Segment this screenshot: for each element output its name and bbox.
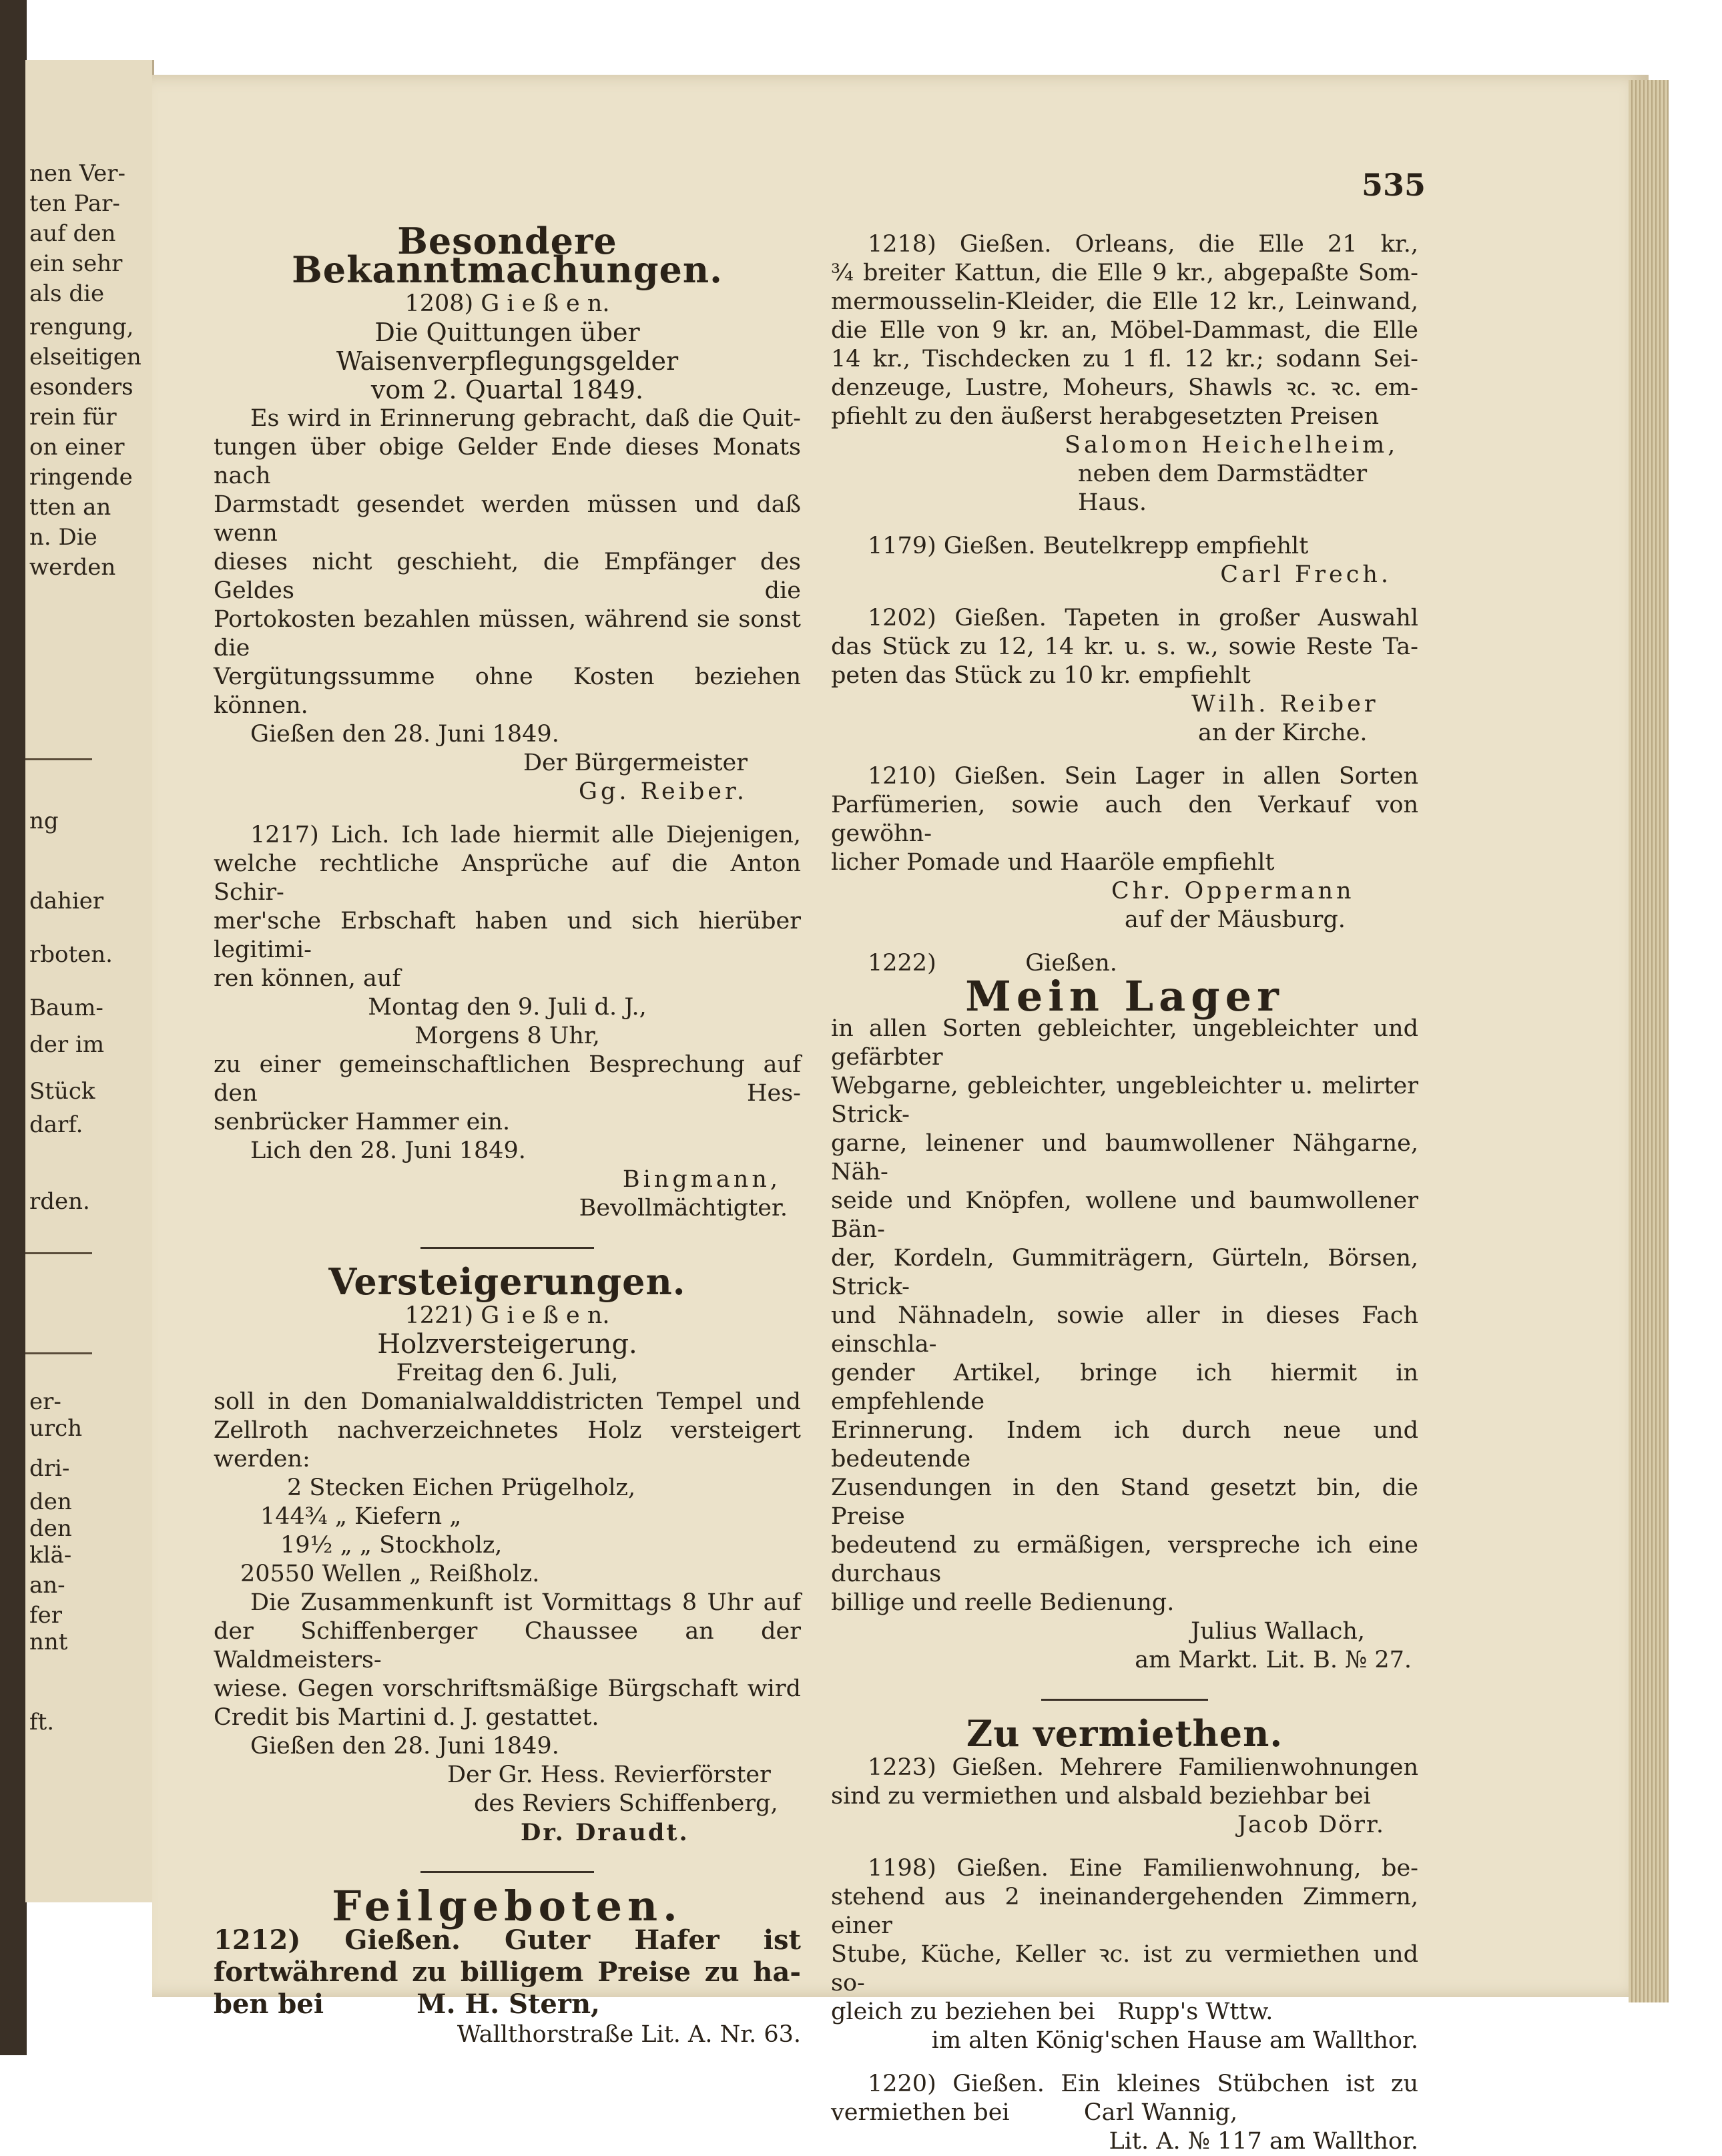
section-title: Feilgeboten. (332, 1882, 683, 1930)
text-line: Es wird in Erinnerung gebracht, daß die Quit- (250, 405, 801, 432)
notice-title: vom 2. Quartal 1849. (370, 375, 644, 405)
text-line: Credit bis Martini d. J. gestattet. (214, 1704, 599, 1731)
signature: Jacob Dörr. (1237, 1812, 1385, 1838)
notice-date: Lich den 28. Juni 1849. (250, 1137, 526, 1164)
divider (25, 1252, 92, 1254)
text-line: gleich zu beziehen bei Rupp's Wttw. (831, 1998, 1273, 2025)
signature: am Markt. Lit. B. № 27. (1135, 1647, 1412, 1673)
text-line: das Stück zu 12, 14 kr. u. s. w., sowie Reste Ta- (831, 633, 1418, 660)
text-line: gender Artikel, bringe ich hiermit in empfehlende (831, 1360, 1418, 1415)
section-title: Besondere Bekanntmachungen. (292, 220, 723, 291)
text-line: bedeutend zu ermäßigen, verspreche ich eine durchaus (831, 1532, 1418, 1587)
margin-fragment: klä- (29, 1542, 72, 1569)
text-line: 1210) Gießen. Sein Lager in allen Sorten (868, 763, 1418, 790)
notice-date: Gießen den 28. Juni 1849. (250, 1733, 559, 1760)
margin-fragment: darf. (29, 1111, 83, 1138)
signature: Julius Wallach, (1191, 1618, 1365, 1645)
list-item: 19½ „ „ Stockholz, (280, 1532, 503, 1559)
text-line: Parfümerien, sowie auch den Verkauf von gewöhn- (831, 792, 1418, 847)
notice-date: Montag den 9. Juli d. J., (368, 994, 647, 1021)
signature: Dr. Draudt. (521, 1819, 689, 1846)
margin-fragment: er- (29, 1388, 61, 1415)
margin-fragment: Baum- (29, 995, 103, 1021)
signature: Bevollmächtigter. (579, 1195, 788, 1222)
notice-date: Gießen den 28. Juni 1849. (250, 721, 559, 748)
divider (420, 1247, 594, 1249)
text-line: in allen Sorten gebleichter, ungebleichter und gefärbter (831, 1015, 1418, 1071)
divider (25, 1352, 92, 1354)
signature: im alten König'schen Hause am Wallthor. (931, 2027, 1418, 2054)
notice-banner: Mein Lager (965, 972, 1284, 1021)
margin-fragment: dri- (29, 1455, 70, 1482)
notice-date: Freitag den 6. Juli, (396, 1360, 619, 1386)
margin-fragment: als die (29, 280, 105, 307)
margin-fragment: urch (29, 1415, 83, 1442)
text-line: 1179) Gießen. Beutelkrepp empfiehlt (868, 533, 1309, 559)
text-line: ben bei M. H. Stern, (214, 1988, 600, 2020)
text-line: 1218) Gießen. Orleans, die Elle 21 kr., (868, 231, 1418, 258)
margin-fragment: ng (29, 808, 59, 834)
text-line: mer'sche Erbschaft haben und sich hierüber legitimi- (214, 908, 801, 963)
signature: Der Gr. Hess. Revierförster (447, 1762, 771, 1788)
text-line: ¾ breiter Kattun, die Elle 9 kr., abgepaßte Som- (831, 260, 1418, 286)
background-dark (0, 0, 27, 2055)
margin-fragment: ein sehr (29, 250, 123, 277)
text-line: fortwährend zu billigem Preise zu ha- (214, 1956, 801, 1988)
notice-subtitle: Holzversteigerung. (377, 1329, 637, 1360)
margin-fragment: n. Die (29, 524, 97, 551)
margin-fragment: rengung, (29, 314, 134, 340)
divider (420, 1871, 594, 1873)
text-line: 1202) Gießen. Tapeten in großer Auswahl (868, 605, 1418, 631)
text-line: Stube, Küche, Keller ꝛc. ist zu vermiethen und so- (831, 1941, 1418, 1996)
text-line: dieses nicht geschieht, die Empfänger des Geldes die (214, 549, 801, 604)
page-edges (1629, 80, 1669, 2002)
text-line: und Nähnadeln, sowie aller in dieses Fach einschla- (831, 1302, 1418, 1358)
signature: Carl Frech. (1220, 561, 1392, 588)
margin-fragment: dahier (29, 888, 104, 914)
margin-fragment: rein für (29, 404, 117, 431)
signature: Salomon Heichelheim, (1065, 432, 1399, 459)
text-line: Zusendungen in den Stand gesetzt bin, die Preise (831, 1474, 1418, 1530)
text-line: stehend aus 2 ineinandergehenden Zimmern, einer (831, 1884, 1418, 1939)
text-line: denzeuge, Lustre, Moheurs, Shawls ꝛc. ꝛc. em- (831, 374, 1418, 401)
signature: an der Kirche. (1198, 720, 1368, 746)
margin-fragment: ft. (29, 1709, 55, 1735)
notice-head: 1221) G i e ß e n. (404, 1302, 610, 1329)
text-line: Vergütungssumme ohne Kosten beziehen können. (214, 663, 801, 719)
list-item: 144¾ „ Kiefern „ (260, 1503, 462, 1530)
margin-fragment: fer (29, 1602, 62, 1629)
margin-fragment: elseitigen (29, 344, 141, 370)
left-column (214, 220, 801, 2049)
list-item: 20550 Wellen „ Reißholz. (240, 1561, 540, 1587)
text-line: Webgarne, gebleichter, ungebleichter u. melirter Strick- (831, 1073, 1418, 1128)
text-line: vermiethen bei Carl Wannig, (831, 2099, 1238, 2126)
margin-fragment: rden. (29, 1188, 90, 1215)
signature: neben dem Darmstädter Haus. (1078, 461, 1368, 516)
signature: Wilh. Reiber (1191, 691, 1379, 718)
text-line: mermousselin-Kleider, die Elle 12 kr., Leinwand, (831, 288, 1418, 315)
signature: auf der Mäusburg. (1125, 906, 1346, 933)
margin-fragment: nnt (29, 1629, 68, 1655)
margin-fragment: Stück (29, 1078, 95, 1105)
text-line: der Schiffenberger Chaussee an der Waldmeisters- (214, 1618, 801, 1673)
signature: Bingmann, (622, 1166, 781, 1193)
text-line: 14 kr., Tischdecken zu 1 fl. 12 kr.; sodann Sei- (831, 346, 1418, 372)
list-item: 2 Stecken Eichen Prügelholz, (287, 1474, 636, 1501)
margin-fragment: den (29, 1489, 72, 1515)
text-line: Zellroth nachverzeichnetes Holz versteigert werden: (214, 1417, 801, 1472)
text-line: Die Zusammenkunft ist Vormittags 8 Uhr auf (250, 1589, 801, 1616)
text-line: wiese. Gegen vorschriftsmäßige Bürgschaft wird (214, 1675, 801, 1702)
section-title: Versteigerungen. (328, 1260, 686, 1303)
text-line: 1198) Gießen. Eine Familienwohnung, be- (868, 1855, 1418, 1882)
text-line: tungen über obige Gelder Ende dieses Monats nach (214, 434, 801, 489)
margin-fragment: esonders (29, 374, 133, 400)
margin-fragment: on einer (29, 434, 125, 461)
margin-fragment: rboten. (29, 941, 113, 968)
signature: Lit. A. № 117 am Wallthor. (1109, 2128, 1418, 2155)
signature: Der Bürgermeister (523, 750, 748, 776)
text-line: 1220) Gießen. Ein kleines Stübchen ist zu (868, 2071, 1418, 2097)
text-line: ren können, auf (214, 965, 401, 992)
text-line: Portokosten bezahlen müssen, während sie sonst die (214, 606, 801, 661)
notice-head: 1208) G i e ß e n. (404, 290, 610, 317)
notice-date: Morgens 8 Uhr, (414, 1023, 600, 1049)
margin-fragment: werden (29, 554, 116, 581)
notice-title: Die Quittungen über Waisenverpflegungsgelder (336, 318, 679, 376)
margin-fragment: ten Par- (29, 190, 120, 217)
margin-fragment: nen Ver- (29, 160, 126, 187)
text-line: licher Pomade und Haaröle empfiehlt (831, 849, 1275, 876)
margin-fragment: an- (29, 1572, 65, 1599)
text-line: 1223) Gießen. Mehrere Familienwohnungen (868, 1754, 1418, 1781)
notice-head: 1222) Gießen. (868, 950, 1117, 977)
text-line: garne, leinener und baumwollener Nähgarne, Näh- (831, 1130, 1418, 1185)
divider (1041, 1699, 1208, 1701)
address: Wallthorstraße Lit. A. Nr. 63. (457, 2021, 801, 2048)
adjacent-page-fragment (25, 60, 154, 1902)
margin-fragment: auf den (29, 220, 116, 247)
right-column (831, 230, 1418, 2156)
text-line: senbrücker Hammer ein. (214, 1109, 511, 1135)
text-line: Darmstadt gesendet werden müssen und daß wenn (214, 491, 801, 547)
text-line: seide und Knöpfen, wollene und baumwollener Bän- (831, 1187, 1418, 1243)
divider (25, 758, 92, 760)
text-line: 1212) Gießen. Guter Hafer ist (214, 1924, 801, 1956)
notice-body (214, 405, 801, 720)
text-line: sind zu vermiethen und alsbald beziehbar bei (831, 1783, 1371, 1810)
text-line: Erinnerung. Indem ich durch neue und bedeutende (831, 1417, 1418, 1472)
signature: Chr. Oppermann (1111, 878, 1355, 904)
margin-fragment: tten an (29, 494, 111, 521)
notice-1212 (214, 1924, 801, 2020)
text-line: soll in den Domanialwalddistricten Tempel und (214, 1388, 801, 1415)
text-line: pfiehlt zu den äußerst herabgesetzten Preisen (831, 403, 1380, 430)
signature: des Reviers Schiffenberg, (474, 1790, 778, 1817)
text-line: zu einer gemeinschaftlichen Besprechung auf den Hes- (214, 1051, 801, 1107)
text-line: welche rechtliche Ansprüche auf die Anton Schir- (214, 850, 801, 906)
text-line: 1217) Lich. Ich lade hiermit alle Diejenigen, (250, 822, 801, 848)
margin-fragment: ringende (29, 464, 133, 491)
margin-fragment: den (29, 1515, 72, 1542)
section-title: Zu vermiethen. (966, 1712, 1283, 1755)
text-line: der, Kordeln, Gummiträgern, Gürteln, Börsen, Strick- (831, 1245, 1418, 1300)
text-line: peten das Stück zu 10 kr. empfiehlt (831, 662, 1251, 689)
text-line: billige und reelle Bedienung. (831, 1589, 1175, 1616)
signature: Gg. Reiber. (578, 778, 748, 805)
margin-fragment: der im (29, 1031, 105, 1058)
page-number: 535 (1362, 167, 1426, 203)
text-line: die Elle von 9 kr. an, Möbel-Dammast, die Elle (831, 317, 1418, 344)
